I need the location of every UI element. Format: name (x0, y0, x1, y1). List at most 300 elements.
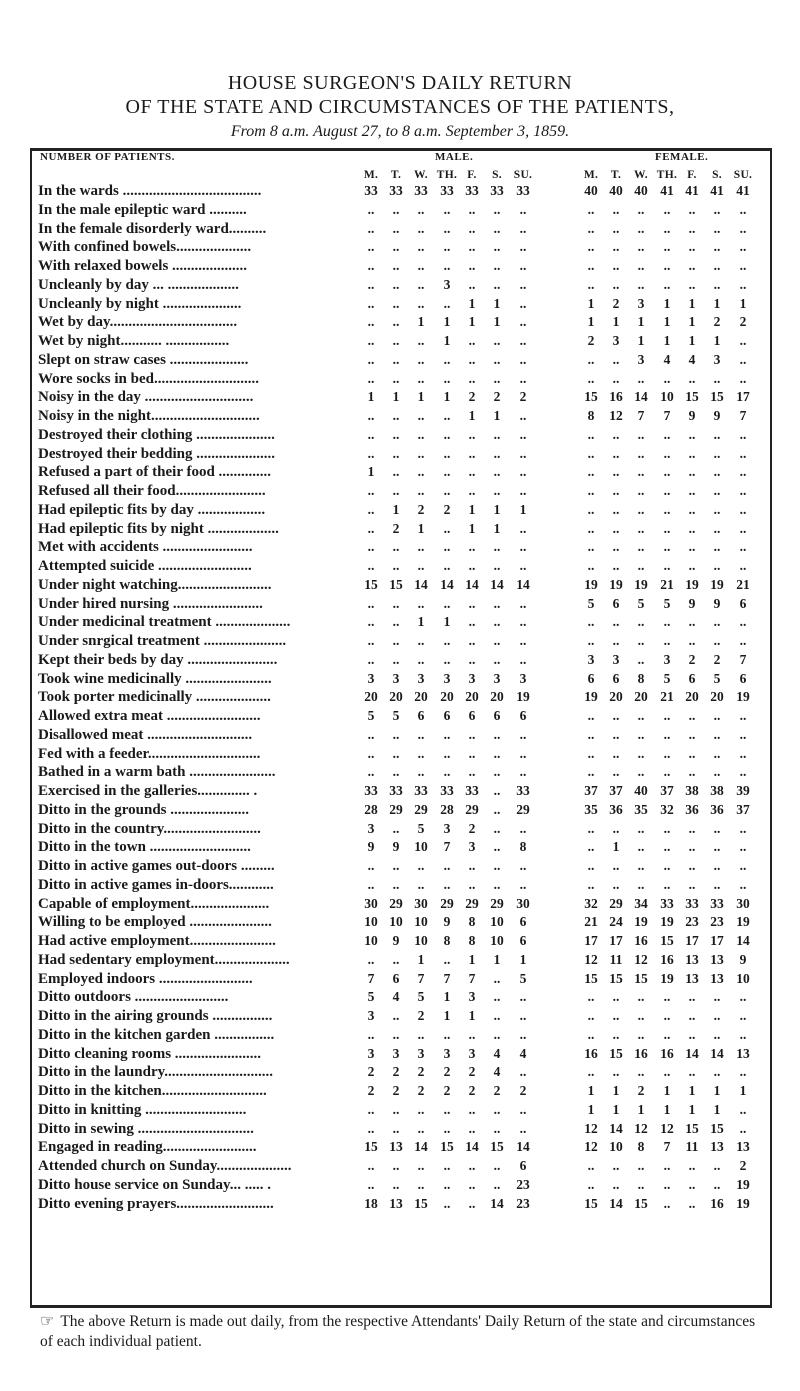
female-cell: 1 (663, 1083, 671, 1098)
male-cell: .. (493, 370, 501, 386)
male-cell: .. (367, 1120, 375, 1136)
male-cell: .. (493, 970, 501, 986)
row-label: Uncleanly by day ... ................... (38, 276, 239, 293)
female-cell: .. (663, 426, 671, 442)
male-cell: .. (392, 370, 400, 386)
male-cell: .. (392, 595, 400, 611)
female-cell: .. (663, 258, 671, 273)
female-cell: 29 (609, 895, 623, 911)
row-label: Employed indoors ......................... (38, 970, 253, 987)
male-cell: .. (468, 745, 476, 761)
female-cell: .. (637, 426, 645, 442)
female-cell: .. (587, 1158, 595, 1173)
male-cell: .. (519, 1101, 527, 1117)
female-cell: .. (663, 820, 671, 836)
table-row (38, 258, 768, 277)
female-cell: 1 (587, 1101, 595, 1117)
male-cell: 29 (465, 895, 479, 911)
male-cell: .. (493, 858, 501, 873)
male-cell: 3 (367, 820, 375, 836)
female-cell: .. (739, 239, 747, 255)
female-cell: 1 (587, 314, 595, 330)
female-cell: 1 (663, 314, 671, 330)
male-cell: .. (417, 1026, 425, 1042)
female-cell: 10 (609, 1139, 623, 1155)
male-cell: .. (417, 295, 425, 311)
female-cell: .. (637, 1026, 645, 1042)
male-cell: .. (392, 1101, 400, 1117)
female-cell: 37 (736, 801, 750, 817)
male-cell: 3 (468, 989, 476, 1005)
female-cell: 2 (612, 295, 620, 311)
male-cell: 2 (519, 1083, 527, 1098)
female-cell: 4 (663, 351, 671, 367)
female-cell: 1 (612, 1101, 620, 1117)
male-cell: .. (443, 464, 451, 480)
female-cell: 9 (713, 408, 721, 423)
male-cell: 2 (468, 1083, 476, 1098)
row-label: Had epileptic fits by day .................. (38, 501, 266, 518)
female-cell: .. (713, 501, 721, 517)
male-cell: .. (493, 801, 501, 817)
female-day-header: T. (610, 169, 622, 181)
male-cell: 3 (443, 670, 451, 686)
female-cell: .. (587, 520, 595, 536)
female-cell: 41 (660, 183, 674, 198)
female-cell: 3 (612, 651, 620, 667)
male-cell: .. (493, 558, 501, 573)
female-cell: .. (612, 239, 620, 255)
male-cell: .. (367, 745, 375, 761)
female-cell: 40 (584, 183, 598, 198)
table-row (38, 427, 768, 446)
female-cell: .. (612, 989, 620, 1005)
female-cell: .. (587, 501, 595, 517)
female-cell: 16 (634, 1045, 648, 1061)
female-cell: .. (587, 445, 595, 461)
female-cell: .. (713, 201, 721, 217)
male-cell: .. (392, 539, 400, 555)
male-cell: 1 (493, 295, 501, 311)
row-label: Ditto in active games out-doors ......... (38, 858, 275, 874)
female-cell: .. (663, 539, 671, 555)
female-cell: 2 (637, 1083, 645, 1098)
female-cell: 40 (634, 783, 648, 798)
male-cell: 1 (468, 951, 476, 967)
male-cell: .. (443, 426, 451, 442)
table-row (38, 1196, 768, 1215)
female-cell: 38 (710, 783, 724, 798)
female-cell: .. (739, 1026, 747, 1042)
male-day-header: F. (467, 169, 477, 181)
male-cell: .. (367, 520, 375, 536)
male-cell: .. (417, 201, 425, 217)
female-cell: 13 (710, 970, 724, 986)
table-row (38, 896, 768, 915)
male-cell: 4 (493, 1064, 501, 1080)
female-cell: 1 (688, 314, 696, 330)
male-cell: .. (367, 558, 375, 573)
male-cell: 14 (516, 576, 530, 592)
male-cell: .. (443, 258, 451, 273)
male-cell: .. (519, 633, 527, 648)
female-cell: .. (688, 370, 696, 386)
female-cell: 2 (713, 314, 721, 330)
female-cell: .. (612, 539, 620, 555)
female-cell: .. (688, 1064, 696, 1080)
male-cell: .. (443, 858, 451, 873)
row-label: Took porter medicinally .................... (38, 689, 271, 706)
male-cell: .. (519, 1026, 527, 1042)
female-cell: .. (688, 201, 696, 217)
table-row (38, 558, 768, 577)
female-cell: .. (713, 633, 721, 648)
male-cell: 8 (519, 839, 527, 855)
male-cell: 3 (443, 1045, 451, 1061)
female-cell: 16 (710, 1195, 724, 1211)
female-cell: 20 (685, 689, 699, 705)
male-cell: .. (417, 539, 425, 555)
male-cell: .. (392, 351, 400, 367)
male-cell: .. (493, 1158, 501, 1173)
female-cell: .. (713, 276, 721, 292)
table-row (38, 614, 768, 633)
table-row (38, 1139, 768, 1158)
female-cell: .. (663, 726, 671, 742)
male-cell: .. (519, 858, 527, 873)
male-cell: .. (367, 501, 375, 517)
female-cell: 2 (713, 651, 721, 667)
female-cell: .. (612, 445, 620, 461)
male-cell: 2 (392, 520, 400, 536)
male-cell: .. (493, 726, 501, 742)
title-line-2: OF THE STATE AND CIRCUMSTANCES OF THE PATIENTS, (125, 96, 675, 118)
male-cell: .. (392, 1026, 400, 1042)
male-cell: .. (493, 539, 501, 555)
female-cell: 19 (736, 1176, 750, 1192)
male-cell: .. (443, 295, 451, 311)
female-cell: .. (637, 651, 645, 667)
female-cell: 2 (739, 1158, 747, 1173)
male-cell: .. (519, 820, 527, 836)
female-cell: 12 (584, 1120, 598, 1136)
female-cell: .. (587, 258, 595, 273)
female-cell: 19 (584, 576, 598, 592)
female-cell: 15 (710, 1120, 724, 1136)
female-cell: .. (663, 501, 671, 517)
row-label: Wet by day.................................. (38, 314, 238, 331)
male-cell: 2 (417, 1083, 425, 1098)
row-label: With relaxed bowels .................... (38, 258, 248, 274)
row-label: Under snrgical treatment ...................... (38, 633, 287, 649)
male-cell: .. (417, 876, 425, 892)
male-cell: .. (392, 876, 400, 892)
male-cell: .. (468, 858, 476, 873)
male-cell: 1 (417, 389, 425, 405)
female-cell: .. (612, 745, 620, 761)
female-cell: .. (637, 501, 645, 517)
male-cell: .. (519, 539, 527, 555)
female-cell: .. (587, 764, 595, 780)
male-cell: .. (443, 1026, 451, 1042)
male-cell: .. (443, 201, 451, 217)
male-cell: 3 (367, 1045, 375, 1061)
female-cell: 15 (710, 389, 724, 405)
male-cell: .. (367, 426, 375, 442)
female-cell: .. (688, 445, 696, 461)
table-row (38, 408, 768, 427)
row-label: Ditto in the kitchen garden ................ (38, 1026, 275, 1043)
male-cell: 29 (414, 801, 428, 817)
female-cell: 19 (634, 914, 648, 930)
female-cell: .. (637, 614, 645, 630)
male-cell: 10 (414, 933, 428, 948)
male-cell: .. (493, 1176, 501, 1192)
female-cell: 2 (688, 651, 696, 667)
female-cell: .. (713, 876, 721, 892)
male-cell: 2 (392, 1083, 400, 1098)
female-cell: .. (713, 726, 721, 742)
male-cell: .. (519, 295, 527, 311)
male-cell: .. (493, 258, 501, 273)
male-cell: .. (443, 876, 451, 892)
female-cell: .. (688, 745, 696, 761)
male-cell: 20 (465, 689, 479, 705)
male-cell: .. (519, 745, 527, 761)
female-cell: .. (739, 464, 747, 480)
male-cell: .. (468, 445, 476, 461)
table-row (38, 183, 768, 202)
female-cell: .. (612, 614, 620, 630)
male-cell: 2 (468, 820, 476, 836)
table-row (38, 539, 768, 558)
female-cell: 3 (637, 295, 645, 311)
female-cell: 15 (584, 389, 598, 405)
male-cell: .. (367, 201, 375, 217)
female-cell: .. (663, 876, 671, 892)
female-cell: .. (688, 989, 696, 1005)
table-row (38, 1158, 768, 1177)
male-cell: .. (392, 1120, 400, 1136)
male-cell: .. (417, 633, 425, 648)
male-cell: .. (493, 1008, 501, 1023)
female-cell: 10 (736, 970, 750, 986)
male-cell: 33 (389, 183, 403, 198)
male-cell: .. (367, 333, 375, 348)
table-row (38, 652, 768, 671)
row-label: Slept on straw cases ..................... (38, 351, 249, 368)
male-cell: 30 (516, 895, 530, 911)
female-cell: .. (713, 764, 721, 780)
male-cell: .. (443, 239, 451, 255)
female-cell: 19 (660, 970, 674, 986)
table-row (38, 633, 768, 652)
male-cell: .. (468, 426, 476, 442)
table-row (38, 971, 768, 990)
male-cell: 30 (414, 895, 428, 911)
male-cell: 1 (443, 333, 451, 348)
male-cell: 20 (389, 689, 403, 705)
table-row (38, 671, 768, 690)
male-cell: .. (417, 1158, 425, 1173)
table-row (38, 858, 768, 877)
female-cell: .. (688, 539, 696, 555)
female-cell: .. (663, 483, 671, 498)
row-label: Exercised in the galleries.............. . (38, 783, 258, 799)
male-cell: 2 (519, 389, 527, 405)
female-cell: 6 (688, 670, 696, 686)
female-cell: .. (739, 558, 747, 573)
female-cell: .. (739, 1008, 747, 1023)
male-cell: .. (392, 464, 400, 480)
male-cell: .. (367, 276, 375, 292)
female-cell: 13 (710, 951, 724, 967)
female-day-header: M. (583, 169, 599, 181)
male-cell: .. (493, 1120, 501, 1136)
male-cell: .. (493, 1101, 501, 1117)
row-label: Ditto in the country.......................... (38, 820, 261, 837)
female-cell: .. (688, 1026, 696, 1042)
female-cell: 35 (634, 801, 648, 817)
male-cell: 1 (443, 389, 451, 405)
row-label: In the male epileptic ward .......... (38, 201, 247, 218)
female-cell: .. (713, 258, 721, 273)
male-cell: 14 (465, 576, 479, 592)
row-label: Capable of employment..................... (38, 895, 270, 912)
female-cell: .. (739, 633, 747, 648)
male-cell: .. (367, 726, 375, 742)
male-cell: .. (367, 408, 375, 423)
male-cell: .. (519, 876, 527, 892)
male-cell: .. (443, 483, 451, 498)
male-cell: .. (392, 1158, 400, 1173)
female-cell: .. (637, 483, 645, 498)
table-row (38, 314, 768, 333)
male-cell: 15 (389, 576, 403, 592)
male-cell: 33 (389, 783, 403, 798)
female-cell: .. (713, 614, 721, 630)
female-cell: 1 (688, 295, 696, 311)
female-day-header: TH. (656, 169, 678, 181)
row-label: Wet by night........... ................. (38, 333, 230, 349)
female-cell: .. (637, 276, 645, 292)
female-cell: .. (637, 558, 645, 573)
female-cell: 5 (713, 670, 721, 686)
male-cell: .. (493, 989, 501, 1005)
row-label: Noisy in the night............................. (38, 408, 260, 424)
male-cell: .. (493, 426, 501, 442)
male-cell: .. (392, 201, 400, 217)
female-cell: 23 (710, 914, 724, 930)
female-cell: .. (637, 445, 645, 461)
male-cell: .. (519, 351, 527, 367)
row-label: Ditto in sewing ............................... (38, 1120, 254, 1137)
male-cell: .. (468, 876, 476, 892)
male-cell: 6 (417, 708, 425, 723)
female-cell: .. (688, 876, 696, 892)
male-cell: .. (392, 651, 400, 667)
row-label: Ditto cleaning rooms ....................... (38, 1045, 262, 1062)
row-label: Had active employment....................... (38, 933, 276, 949)
male-cell: .. (519, 426, 527, 442)
table-row (38, 877, 768, 896)
female-cell: 41 (685, 183, 699, 198)
female-cell: 14 (634, 389, 648, 405)
female-cell: .. (713, 239, 721, 255)
female-cell: .. (612, 370, 620, 386)
female-cell: 36 (710, 801, 724, 817)
table-row (38, 446, 768, 465)
male-cell: .. (519, 1120, 527, 1136)
table-row (38, 914, 768, 933)
table-row (38, 371, 768, 390)
female-cell: .. (688, 1176, 696, 1192)
male-cell: 3 (443, 276, 451, 292)
female-header: FEMALE. (655, 151, 709, 163)
female-cell: .. (688, 483, 696, 498)
male-cell: .. (443, 520, 451, 536)
female-cell: .. (688, 426, 696, 442)
male-cell: .. (493, 820, 501, 836)
female-cell: .. (637, 820, 645, 836)
male-cell: 3 (468, 1045, 476, 1061)
table-row (38, 221, 768, 240)
male-cell: .. (417, 745, 425, 761)
female-day-header: S. (712, 169, 722, 181)
female-cell: .. (663, 1064, 671, 1080)
female-cell: .. (739, 820, 747, 836)
male-cell: .. (367, 239, 375, 255)
male-day-header: W. (414, 169, 428, 181)
female-cell: 15 (584, 1195, 598, 1211)
male-cell: .. (468, 539, 476, 555)
female-day-header: SU. (733, 169, 753, 181)
female-cell: .. (739, 708, 747, 723)
female-cell: .. (587, 201, 595, 217)
male-cell: 33 (516, 783, 530, 798)
male-cell: 1 (443, 989, 451, 1005)
female-cell: .. (739, 876, 747, 892)
male-cell: 2 (392, 1064, 400, 1080)
male-cell: 20 (440, 689, 454, 705)
female-cell: .. (713, 520, 721, 536)
female-cell: 37 (660, 783, 674, 798)
male-cell: .. (392, 408, 400, 423)
male-cell: .. (417, 239, 425, 255)
female-cell: 32 (584, 895, 598, 911)
female-cell: 13 (736, 1139, 750, 1155)
female-cell: .. (637, 201, 645, 217)
female-cell: .. (612, 1158, 620, 1173)
female-cell: .. (713, 1158, 721, 1173)
female-cell: 15 (584, 970, 598, 986)
female-cell: .. (663, 839, 671, 855)
male-cell: .. (443, 651, 451, 667)
male-cell: .. (468, 558, 476, 573)
male-cell: .. (417, 276, 425, 292)
female-cell: .. (713, 445, 721, 461)
female-cell: 34 (634, 895, 648, 911)
male-cell: .. (519, 201, 527, 217)
female-cell: .. (688, 614, 696, 630)
female-cell: .. (612, 501, 620, 517)
row-label: Allowed extra meat ......................... (38, 708, 261, 724)
female-cell: 15 (685, 1120, 699, 1136)
male-cell: .. (493, 276, 501, 292)
male-day-header: S. (492, 169, 502, 181)
row-label: Attempted suicide ......................... (38, 558, 252, 574)
female-cell: .. (739, 426, 747, 442)
